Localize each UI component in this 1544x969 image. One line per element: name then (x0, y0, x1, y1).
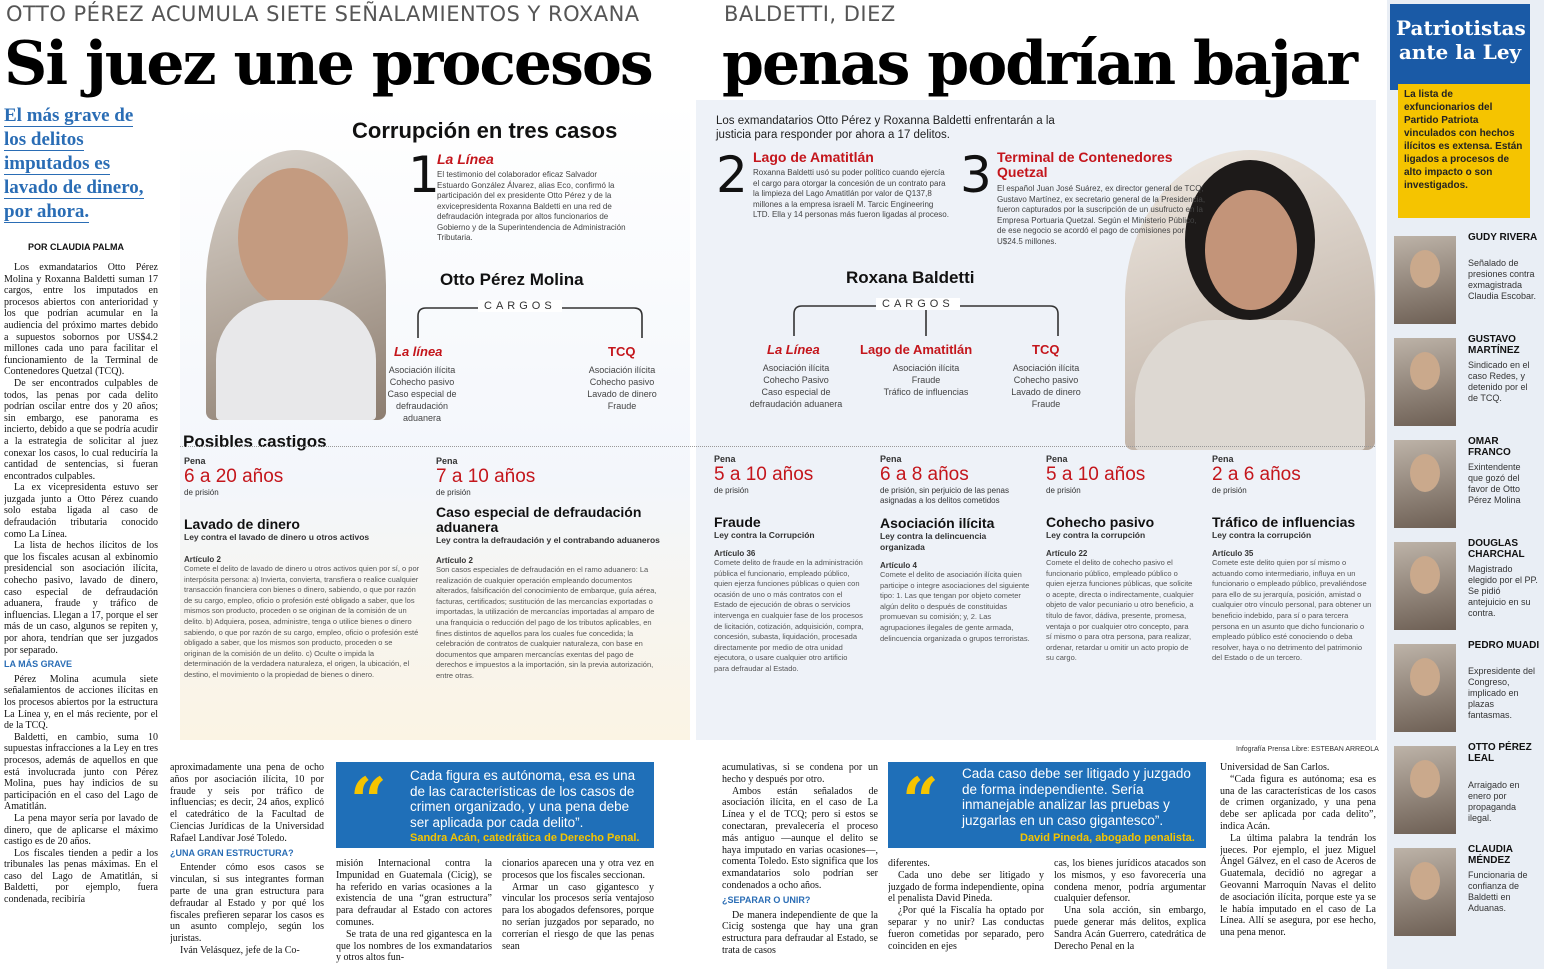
person-item (1394, 742, 1540, 838)
charge-item: Lavado de dinero (587, 389, 657, 399)
charge-item: Caso especial de (387, 389, 457, 399)
person-desc: Arraigado en enero por propaganda ilegal. (1468, 780, 1520, 823)
kicker-right: BALDETTI, DIEZ (724, 2, 896, 26)
infographic-intro: Los exmandatarios Otto Pérez y Roxanna Baldetti enfrentarán a la justicia para responder por ahora a 17 delitos. (716, 115, 1055, 141)
crime-title: Tráfico de influencias (1212, 514, 1356, 530)
article-text: Comete delito de fraude en la administración pública el funcionario, empleado público, quien ejerza funciones públicas o quien con ocasión de uno o más contratos con el Estado de ejecución de obras o servicios intervenga en cualquier fase de los procesos de licitación, cotización, adquisición, compra, concesión, subasta, liquidación, procesada directamente por medio de otra unidad ejecutora, o usare cualquier otro artificio para defraudar al Estado. (714, 558, 864, 673)
pena-label: Pena (436, 456, 458, 466)
charge-title: TCQ (1032, 342, 1060, 357)
article-column-6 (888, 858, 1044, 967)
paragraph: acumulativas, si se condena por un hecho y después por otro. (722, 762, 878, 785)
article-label: Artículo 4 (880, 561, 917, 570)
pena-value: 2 a 6 años (1212, 464, 1301, 485)
charge-title: Lago de Amatitlán (860, 342, 973, 357)
person-item (1394, 232, 1540, 328)
paragraph: Los fiscales tienden a pedir a los tribunales las penas máximas. En el caso del Lago de Amatitlán, si Baldetti, por ejemplo, fuera condenada, recibiría (4, 847, 158, 906)
person-name: GUSTAVO MARTÍNEZ (1468, 334, 1520, 356)
law-name: Ley contra la defraudación y el contrabando aduaneros (436, 535, 660, 545)
face-shape (1410, 250, 1440, 288)
charge-item: Cohecho pasivo (589, 377, 655, 387)
person-item (1394, 844, 1540, 954)
paragraph: misión Internacional contra la Impunidad en Guatemala (Cicig), se ha referido en varias ocasiones a la existencia de una “gran estructura” para defraudar al Estado con actores comunes. (336, 858, 492, 928)
charge-title: La línea (394, 344, 443, 359)
person-item (1394, 640, 1540, 736)
law-name: Ley contra la corrupción (1046, 530, 1146, 540)
pena-value: 5 a 10 años (1046, 464, 1146, 485)
paragraph: Pérez Molina acumula siete señalamientos de acciones ilícitas en los procesos abiertos por la estructura La Línea y, en el más reciente, por el de la TCQ. (4, 673, 158, 732)
charge-item: Cohecho pasivo (389, 377, 455, 387)
person-photo (1394, 338, 1456, 426)
person-name: CLAUDIA MÉNDEZ (1468, 844, 1513, 866)
article-column-8 (1220, 762, 1376, 967)
pena-label: Pena (880, 454, 902, 464)
penalty-column (1046, 454, 1196, 664)
person-photo (1394, 440, 1456, 528)
law-name: Ley contra la delincuencia organizada (880, 531, 987, 552)
person-name: DOUGLAS CHARCHAL (1468, 538, 1525, 560)
castigos-title: Posibles castigos (183, 432, 327, 451)
charge-list (572, 364, 672, 412)
divider (180, 446, 1375, 448)
paragraph: aproximadamente una pena de ocho años por asociación ilícita, 10 por fraude y seis por tráfico de influencias; es decir, 24 años, explicó el catedrático de la Facultad de Ciencias Jurídicas de la Universidad Rafael Landívar José Toledo. (170, 762, 324, 844)
law-name: Ley contra el lavado de dinero u otros activos (184, 532, 370, 542)
pena-label: Pena (1046, 454, 1068, 464)
person-desc: Magistrado elegido por el PP. Se pidió antejuicio en su contra. (1468, 564, 1538, 618)
charge-item: Asociación ilícita (762, 363, 830, 373)
paragraph: La pena mayor sería por lavado de dinero, que de aplicarse el máximo castigo es de 20 años. (4, 812, 158, 848)
paragraph: Iván Velásquez, jefe de la Co- (180, 944, 300, 956)
article-column-3 (336, 858, 492, 967)
quote-author: Sandra Acán, catedrática de Derecho Penal. (410, 832, 640, 844)
charge-title: La Línea (767, 342, 820, 357)
subhead-mas-grave: LA MÁS GRAVE (4, 659, 73, 670)
pena-label: Pena (1212, 454, 1234, 464)
charge-list (738, 362, 854, 410)
charge-item: Caso especial de (761, 387, 831, 397)
case-text: Roxanna Baldetti usó su poder político cuando ejercía el cargo para otorgar la concesión de un contrato para la limpieza del Lago Amatitlán por valor de Q137,8 millones a la empresa israelí M. Tarcic Engineering LTD. Ella y 14 personas más fueron ligadas al proceso. (753, 168, 949, 219)
charge-item: Cohecho pasivo (1013, 375, 1079, 385)
charge-item: Fraude (607, 401, 637, 411)
shirt-shape (216, 300, 376, 420)
byline: POR CLAUDIA PALMA (28, 242, 124, 252)
pena-value: 6 a 20 años (184, 466, 284, 487)
person-desc: Exintendente que gozó del favor de Otto Pérez Molina (1468, 462, 1521, 505)
charge-list (372, 364, 472, 424)
infographic-credit: Infografía Prensa Libre: ESTEBAN ARREOLA (1236, 746, 1379, 753)
article-label: Artículo 36 (714, 549, 756, 558)
face-shape (238, 168, 348, 308)
deck-line: El más grave de (4, 105, 134, 126)
sidebar-intro: La lista de exfuncionarios del Partido Patriota vinculados con hechos ilícitos es extensa. Están ligados a procesos de alto impacto o son investigados. (1398, 84, 1530, 218)
headline-right: penas podrían bajar (722, 29, 1357, 99)
person-photo (1394, 542, 1456, 630)
law-name: Ley contra la corrupción (1212, 530, 1312, 540)
paragraph: Armar un caso gigantesco y vincular los procesos sería ventajoso para los abogados defensores, porque no serían juzgados por separado, no correrían el riesgo de que las penas sean (502, 881, 654, 952)
crime-title: Fraude (714, 514, 761, 530)
paragraph: Baldetti, en cambio, suma 10 supuestas infracciones a la Ley en tres procesos, además de aquellos en que está involucrada junto con Pérez Molina, pues hay indicios de su participación en el caso del Lago de Amatitlán. (4, 731, 158, 813)
person-desc: Sindicado en el caso Redes, y detenido por el de TCQ. (1468, 360, 1530, 403)
article-column-7 (1054, 858, 1206, 967)
pena-note: de prisión (436, 488, 471, 497)
deck-line: los delitos (4, 129, 84, 150)
case-text: El español Juan José Suárez, ex director general de TCQ; Gustavo Martínez, ex secretario general de la Presidencia, fueron capturados por la suscripción de un usufructo en la Empresa Portuaria Quetzal. Según el Ministerio Público, de ese negocio se acordó el pago de comisiones por U$24.5 millones. (997, 184, 1206, 246)
pena-value: 7 a 10 años (436, 466, 536, 487)
paragraph: cionarios aparecen una y otra vez en procesos que los fiscales seccionan. (502, 858, 654, 881)
charge-list (866, 362, 986, 398)
person-name: GUDY RIVERA (1468, 232, 1538, 243)
person-name: OTTO PÉREZ LEAL (1468, 742, 1532, 764)
otto-perez-photo (206, 150, 386, 420)
paragraph: Universidad de San Carlos. (1220, 762, 1330, 773)
paragraph: La lista de hechos ilícitos de los que los fiscales acusan al exbinomio presidencial son asociación ilícita, cohecho pasivo, lavado de dinero, caso especial de defraudación aduanera, fraude y tráfico de influencias. Llegan a 17, porque el ser más de un caso, algunos se repiten y, por ahora, tendrían que ser juzgados por separado. (4, 540, 158, 656)
case-number: 2 (716, 146, 748, 204)
face-shape (1410, 556, 1440, 594)
article-text: Comete este delito quien por sí mismo o actuando como intermediario, influya en un funcionario o empleado público, prevaliéndose para ello de su jerarquía, posición, amistad o cualquier otro vínculo personal, para obtener un beneficio indebido, para sí o para tercera persona en un asunto que dicho funcionario o empleado público esté conociendo o deba resolver, haya o no detrimento del patrimonio del Estado o de un tercero. (1212, 558, 1372, 663)
paragraph: “Cada figura es autónoma; esa es una de las características de los casos de crimen organizado, y una pena debe ser aplicada por cada delito”, indica Acán. (1220, 773, 1376, 832)
subhead-gran-estructura: ¿UNA GRAN ESTRUCTURA? (170, 847, 294, 858)
person-item (1394, 538, 1540, 634)
face-shape (1205, 190, 1297, 310)
case-title: Terminal de Contenedores Quetzal (997, 149, 1173, 180)
page-gutter (690, 100, 696, 760)
paragraph: diferentes. (888, 858, 930, 869)
charge-list (996, 362, 1096, 410)
person-photo (1394, 746, 1456, 834)
roxana-name-label: Roxana Baldetti (846, 268, 975, 287)
subhead-separar-o-unir: ¿SEPARAR O UNIR? (722, 894, 811, 905)
infographic-title: Corrupción en tres casos (352, 118, 618, 143)
pena-note: de prisión, sin perjuicio de las penas asignadas a los delitos cometidos (880, 486, 1009, 505)
deck-line: por ahora. (4, 201, 90, 222)
person-item (1394, 436, 1540, 532)
paragraph: La ex vicepresidenta estuvo ser juzgada junto a Otto Pérez cuando solo estaba ligada al caso de defraudación tributaria conocido como La Línea. (4, 482, 158, 540)
charge-item: Asociación ilícita (892, 363, 960, 373)
pena-label: Pena (714, 454, 736, 464)
charge-item: aduanera (402, 413, 442, 423)
crime-title: Cohecho pasivo (1046, 514, 1155, 530)
headline-left: Si juez une procesos (4, 29, 652, 99)
charge-item: Fraude (1031, 399, 1061, 409)
case-number: 1 (408, 146, 440, 204)
charge-item: Asociación ilícita (1012, 363, 1080, 373)
charge-item: Lavado de dinero (1011, 387, 1081, 397)
charge-item: Cohecho Pasivo (763, 375, 829, 385)
sidebar-title (1390, 4, 1530, 90)
article-text: Comete el delito de asociación ilícita quien participe o integre asociaciones del siguiente tipo: 1. Las que tengan por objeto cometer algún delito o después de constituidas promuevan su comisión; y, 2. Las agrupaciones ilegales de gente armada, delincuencia organizada o grupos terroristas. (880, 570, 1030, 643)
paragraph: De ser encontrados culpables de todos, las penas por cada delito podrían oscilar entre dos y 20 años; sin embargo, ese panorama es incierto, debido a que se podría acudir a la estrategia de solicitar al juez conexar los casos, lo cual reduciría la cantidad de sentencias, si fueran encontrados culpables. (4, 377, 158, 482)
otto-name-label: Otto Pérez Molina (440, 270, 584, 289)
person-desc: Funcionaria de confianza de Baldetti en Aduanas. (1468, 870, 1528, 913)
article-label: Artículo 2 (436, 556, 473, 565)
face-shape (1410, 658, 1440, 696)
article-label: Artículo 35 (1212, 549, 1254, 558)
quote-author: David Pineda, abogado penalista. (1020, 832, 1195, 844)
charge-item: Fraude (911, 375, 941, 385)
deck (4, 104, 154, 224)
person-photo (1394, 848, 1456, 936)
crime-title: Asociación ilícita (880, 515, 995, 531)
law-name: Ley contra la Corrupción (714, 530, 815, 540)
quote-mark-icon: “ (902, 764, 939, 839)
paragraph: Ambos están señalados de asociación ilícita, en el caso de La Línea y el de TCQ; pero si estos se conectaran, prevalecería el proceso más antiguo —aunque el delito se haya imputado en varias ocasiones—, comenta Toledo. Esto significa que los exmandatarios solo podrían ser condenados a ocho años. (722, 785, 878, 891)
charge-item: defraudación (395, 401, 449, 411)
person-name: OMAR FRANCO (1468, 436, 1511, 458)
person-desc: Expresidente del Congreso, implicado en plazas fantasmas. (1468, 666, 1536, 720)
scarf-shape (1135, 320, 1365, 450)
article-text: Comete el delito de lavado de dinero u otros activos quien por sí, o por interpósita persona: a) Invierta, convierta, transfiera o realice cualquier transacción financiera con bienes o dinero, sabiendo, o que por razón de su cargo, empleo, oficio o profesión esté obligado a saber, que los mismos son producto, proceden o se originan de la comisión de un delito. b) Adquiera, posea, administre, tenga o utilice bienes o dinero sabiendo, o que por razón de su cargo, empleo, oficio o profesión esté obligado a saber, que los mismos son producto, proceden o se originan de la comisión de un delito. c) Oculte o impida la determinación de la verdadera naturaleza, el origen, la ubicación, el destino, el movimiento o la propiedad de bienes o dinero. (184, 564, 420, 679)
person-desc: Señalado de presiones contra exmagistrada Claudia Escobar. (1468, 258, 1537, 301)
crime-title: Lavado de dinero (184, 516, 300, 532)
charge-title: TCQ (608, 344, 636, 359)
paragraph: Los exmandatarios Otto Pérez Molina y Roxanna Baldetti suman 17 cargos, entre los imputados en procesos abiertos con anterioridad y los que podrían acumular en la audiencia del próximo martes debido a supuestos sobornos por US$4.2 millones cada uno para facilitar el funcionamiento de la Terminal de Contenedores Quetzal (TCQ). (4, 262, 158, 378)
paragraph: Una sola acción, sin embargo, puede generar más delitos, explica Sandra Acán Guerrero, catedrática de Derecho Penal en la (1054, 905, 1206, 952)
paragraph: La última palabra la tendrán los jueces. Por ejemplo, el juez Miguel Ángel Gálvez, en el caso de Aceros de Guatemala, decidió no agregar a Geovanni Marroquín Navas el delito de asociación ilícita, porque este ya se le había imputado en el caso de La Línea. Allí se asegura, por ese hecho, una pena menor. (1220, 832, 1376, 939)
pena-note: de prisión (714, 486, 749, 495)
penalty-column (184, 456, 420, 681)
pull-quote (336, 762, 654, 848)
article-column-2 (170, 762, 324, 967)
face-shape (1410, 760, 1440, 798)
penalty-column (714, 454, 864, 675)
pull-quote (888, 762, 1206, 848)
person-name: PEDRO MUADI (1468, 640, 1540, 651)
deck-line: lavado de dinero, (4, 177, 144, 198)
pena-note: de prisión (1212, 486, 1247, 495)
crime-title: Caso especial de defraudación aduanera (436, 504, 642, 535)
article-label: Artículo 2 (184, 555, 221, 564)
paragraph: ¿Por qué la Fiscalía ha optado por separar y no unir? Las conductas fueron cometidas por separado, pero coinciden en ejes (888, 905, 1044, 952)
article-column-4 (502, 858, 654, 967)
pena-note: de prisión (1046, 486, 1081, 495)
pena-value: 6 a 8 años (880, 464, 969, 485)
penalty-column (1212, 454, 1372, 664)
paragraph: Entender cómo esos casos se vinculan, si sus integrantes forman parte de una gran estructura para defraudar al Estado y por qué los fiscales prefieren separar los casos es un asunto complejo, según los juristas. (170, 862, 324, 945)
face-shape (1410, 454, 1440, 492)
pena-label: Pena (184, 456, 206, 466)
charge-item: Tráfico de influencias (883, 387, 969, 397)
article-column-1 (4, 262, 158, 967)
charge-item: defraudación aduanera (749, 399, 843, 409)
quote-text: Cada figura es autónoma, esa es una de las características de los casos de crimen organizado, y una pena debe ser aplicada por cada delito”. (410, 768, 636, 830)
pena-value: 5 a 10 años (714, 464, 814, 485)
quote-mark-icon: “ (350, 764, 387, 839)
cargos-label: CARGOS (876, 298, 960, 310)
article-column-5 (722, 762, 878, 967)
kicker-left: OTTO PÉREZ ACUMULA SIETE SEÑALAMIENTOS Y ROXANA (6, 2, 640, 26)
case-text: El testimonio del colaborador eficaz Salvador Estuardo González Álvarez, alias Eco, confirmó la participación del ex presidente Otto Pérez y de la exvicepresidenta Roxanna Baldetti en una red de defraudación integrada por altos funcionarios de Gobierno y de la Superintendencia de Administración Tributaria. (437, 170, 626, 242)
pena-note: de prisión (184, 488, 219, 497)
penalty-column (880, 454, 1030, 644)
paragraph: cas, los bienes jurídicos atacados son los mismos, y eso favorecería una condena menor, podría argumentar cualquier defensor. (1054, 858, 1206, 905)
case-number: 3 (960, 146, 992, 204)
paragraph: Se trata de una red gigantesca en la que los nombres de los exmandatarios y otros altos fun- (336, 928, 492, 964)
sidebar-title-text: Patriotistas ante la Ley (1396, 16, 1526, 64)
paragraph: De manera independiente de que la Cicig sostenga que hay una gran estructura para defraudar al Estado, se trata de casos (722, 909, 878, 956)
person-photo (1394, 644, 1456, 732)
case-title: Lago de Amatitlán (753, 149, 874, 165)
charge-item: Asociación ilícita (388, 365, 456, 375)
article-text: Comete el delito de cohecho pasivo el funcionario público, empleado público o quien ejerza funciones públicas, que solicite o acepte, directa o indirectamente, cualquier objeto de valor pecuniario u otro beneficio, a título de favor, dádiva, presente, promesa, ventaja o por cualquier otro concepto, para sí mismo o para otra persona, para realizar, ordenar, retardar u omitir un acto propio de su cargo. (1046, 558, 1194, 663)
charge-item: Asociación ilícita (588, 365, 656, 375)
penalty-column (436, 456, 662, 682)
person-item (1394, 334, 1540, 430)
paragraph: Cada uno debe ser litigado y juzgado de forma independiente, opina el penalista David Pineda. (888, 869, 1044, 905)
deck-line: imputados es (4, 153, 111, 174)
article-label: Artículo 22 (1046, 549, 1088, 558)
cargos-label: CARGOS (478, 300, 562, 312)
face-shape (1410, 352, 1440, 390)
face-shape (1410, 862, 1440, 900)
article-text: Son casos especiales de defraudación en el ramo aduanero: La realización de cualquier operación empleando documentos alterados, falsificación del conocimiento de embarque, guía aérea, facturas, certificados; sustitución de las mercancías exportadas o importadas, la utilización de mercancías importadas al amparo de una franquicia o reducción del pago de los tributos aplicables, en fines distintos de aquellos para los cuales fue concedida; la celebración de contratos de cualquier naturaleza, con base en documentos que amparen mercancías exentas del pago de derechos e impuestos a la importación, sin la previa autorización, entre otras. (436, 565, 657, 680)
quote-text: Cada caso debe ser litigado y juzgado de forma independiente. Sería inmanejable analizar las pruebas y juzgarlas en un caso gigantesco”. (962, 766, 1191, 828)
case-title: La Línea (437, 151, 494, 167)
person-photo (1394, 236, 1456, 324)
